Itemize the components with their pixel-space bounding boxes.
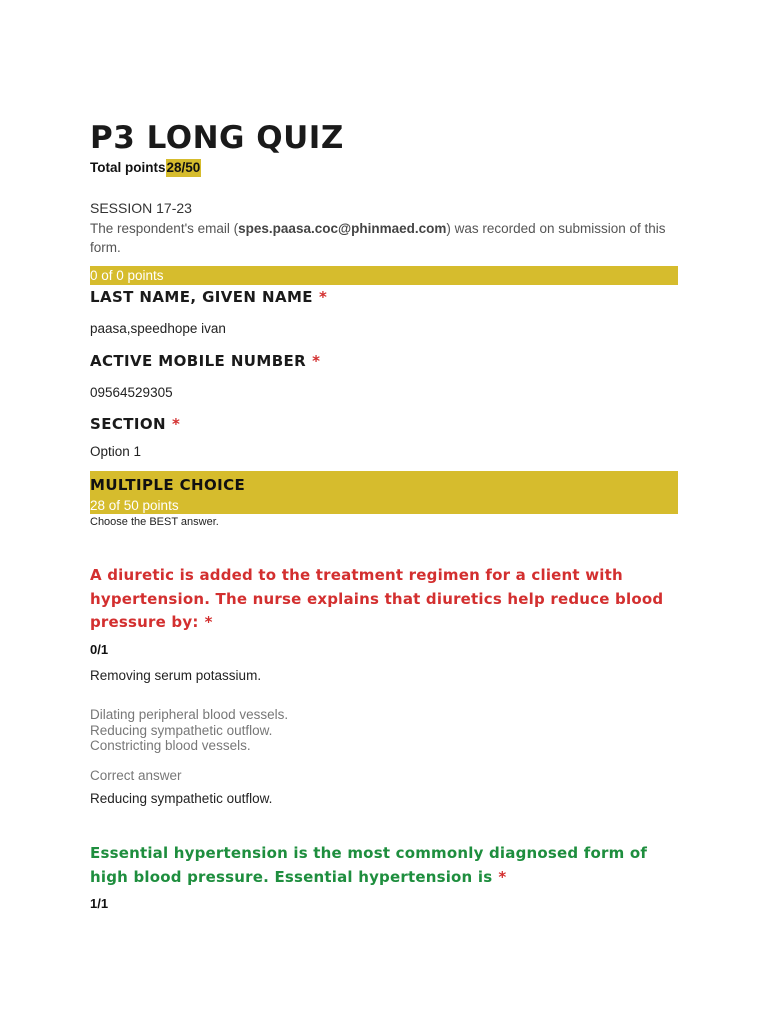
session-text: SESSION 17-23 bbox=[90, 200, 192, 216]
section-title: MULTIPLE CHOICE bbox=[90, 476, 246, 494]
correct-answer-label: Correct answer bbox=[90, 768, 182, 783]
required-asterisk: * bbox=[171, 415, 181, 433]
field-label-section bbox=[90, 415, 180, 433]
total-points-label: Total points bbox=[90, 160, 166, 175]
question-1-correct-answer: Reducing sympathetic outflow. bbox=[90, 791, 273, 806]
option-item: Constricting blood vessels. bbox=[90, 738, 251, 753]
field-label-name bbox=[90, 288, 327, 306]
question-1-selected-answer: Removing serum potassium. bbox=[90, 668, 262, 683]
intro-points-bar: 0 of 0 points bbox=[90, 266, 678, 285]
required-asterisk: * bbox=[312, 352, 321, 370]
respondent-email: spes.paasa.coc@phinmaed.com bbox=[238, 221, 447, 236]
respondent-email-notice bbox=[90, 219, 678, 257]
respondent-suffix: ) was recorded on submission of this form. bbox=[90, 221, 666, 255]
multiple-choice-section-bar bbox=[90, 471, 678, 514]
required-asterisk: * bbox=[498, 867, 507, 886]
question-2-text bbox=[90, 842, 678, 889]
section-instructions: Choose the BEST answer. bbox=[90, 516, 219, 528]
field-value-mobile: 09564529305 bbox=[90, 385, 173, 400]
question-1-score: 0/1 bbox=[90, 642, 109, 657]
field-label-section-text: SECTION bbox=[90, 415, 166, 433]
field-label-mobile bbox=[90, 352, 320, 370]
field-value-name: paasa,speedhope ivan bbox=[90, 321, 226, 336]
question-1-other-options bbox=[90, 707, 288, 754]
required-asterisk: * bbox=[204, 613, 213, 631]
option-item: Dilating peripheral blood vessels. bbox=[90, 707, 289, 722]
section-points: 28 of 50 points bbox=[90, 498, 179, 513]
question-2-score: 1/1 bbox=[90, 896, 109, 911]
respondent-prefix: The respondent's email ( bbox=[90, 221, 239, 236]
required-asterisk: * bbox=[318, 288, 328, 306]
form-title: P3 LONG QUIZ bbox=[90, 120, 344, 156]
field-label-name-text: LAST NAME, GIVEN NAME bbox=[90, 288, 313, 306]
question-1-body: A diuretic is added to the treatment regimen for a client with hypertension. The nurse explains that diuretics help reduce blood pressure by: bbox=[90, 566, 664, 631]
option-item: Reducing sympathetic outflow. bbox=[90, 722, 273, 738]
total-points bbox=[90, 160, 201, 175]
total-points-value: 28/50 bbox=[166, 160, 201, 175]
field-label-mobile-text: ACTIVE MOBILE NUMBER bbox=[90, 352, 307, 370]
question-2-body: Essential hypertension is the most commonly diagnosed form of high blood pressure. Essential hypertension is bbox=[90, 844, 648, 886]
question-1-text bbox=[90, 564, 678, 635]
field-value-section: Option 1 bbox=[90, 444, 142, 459]
